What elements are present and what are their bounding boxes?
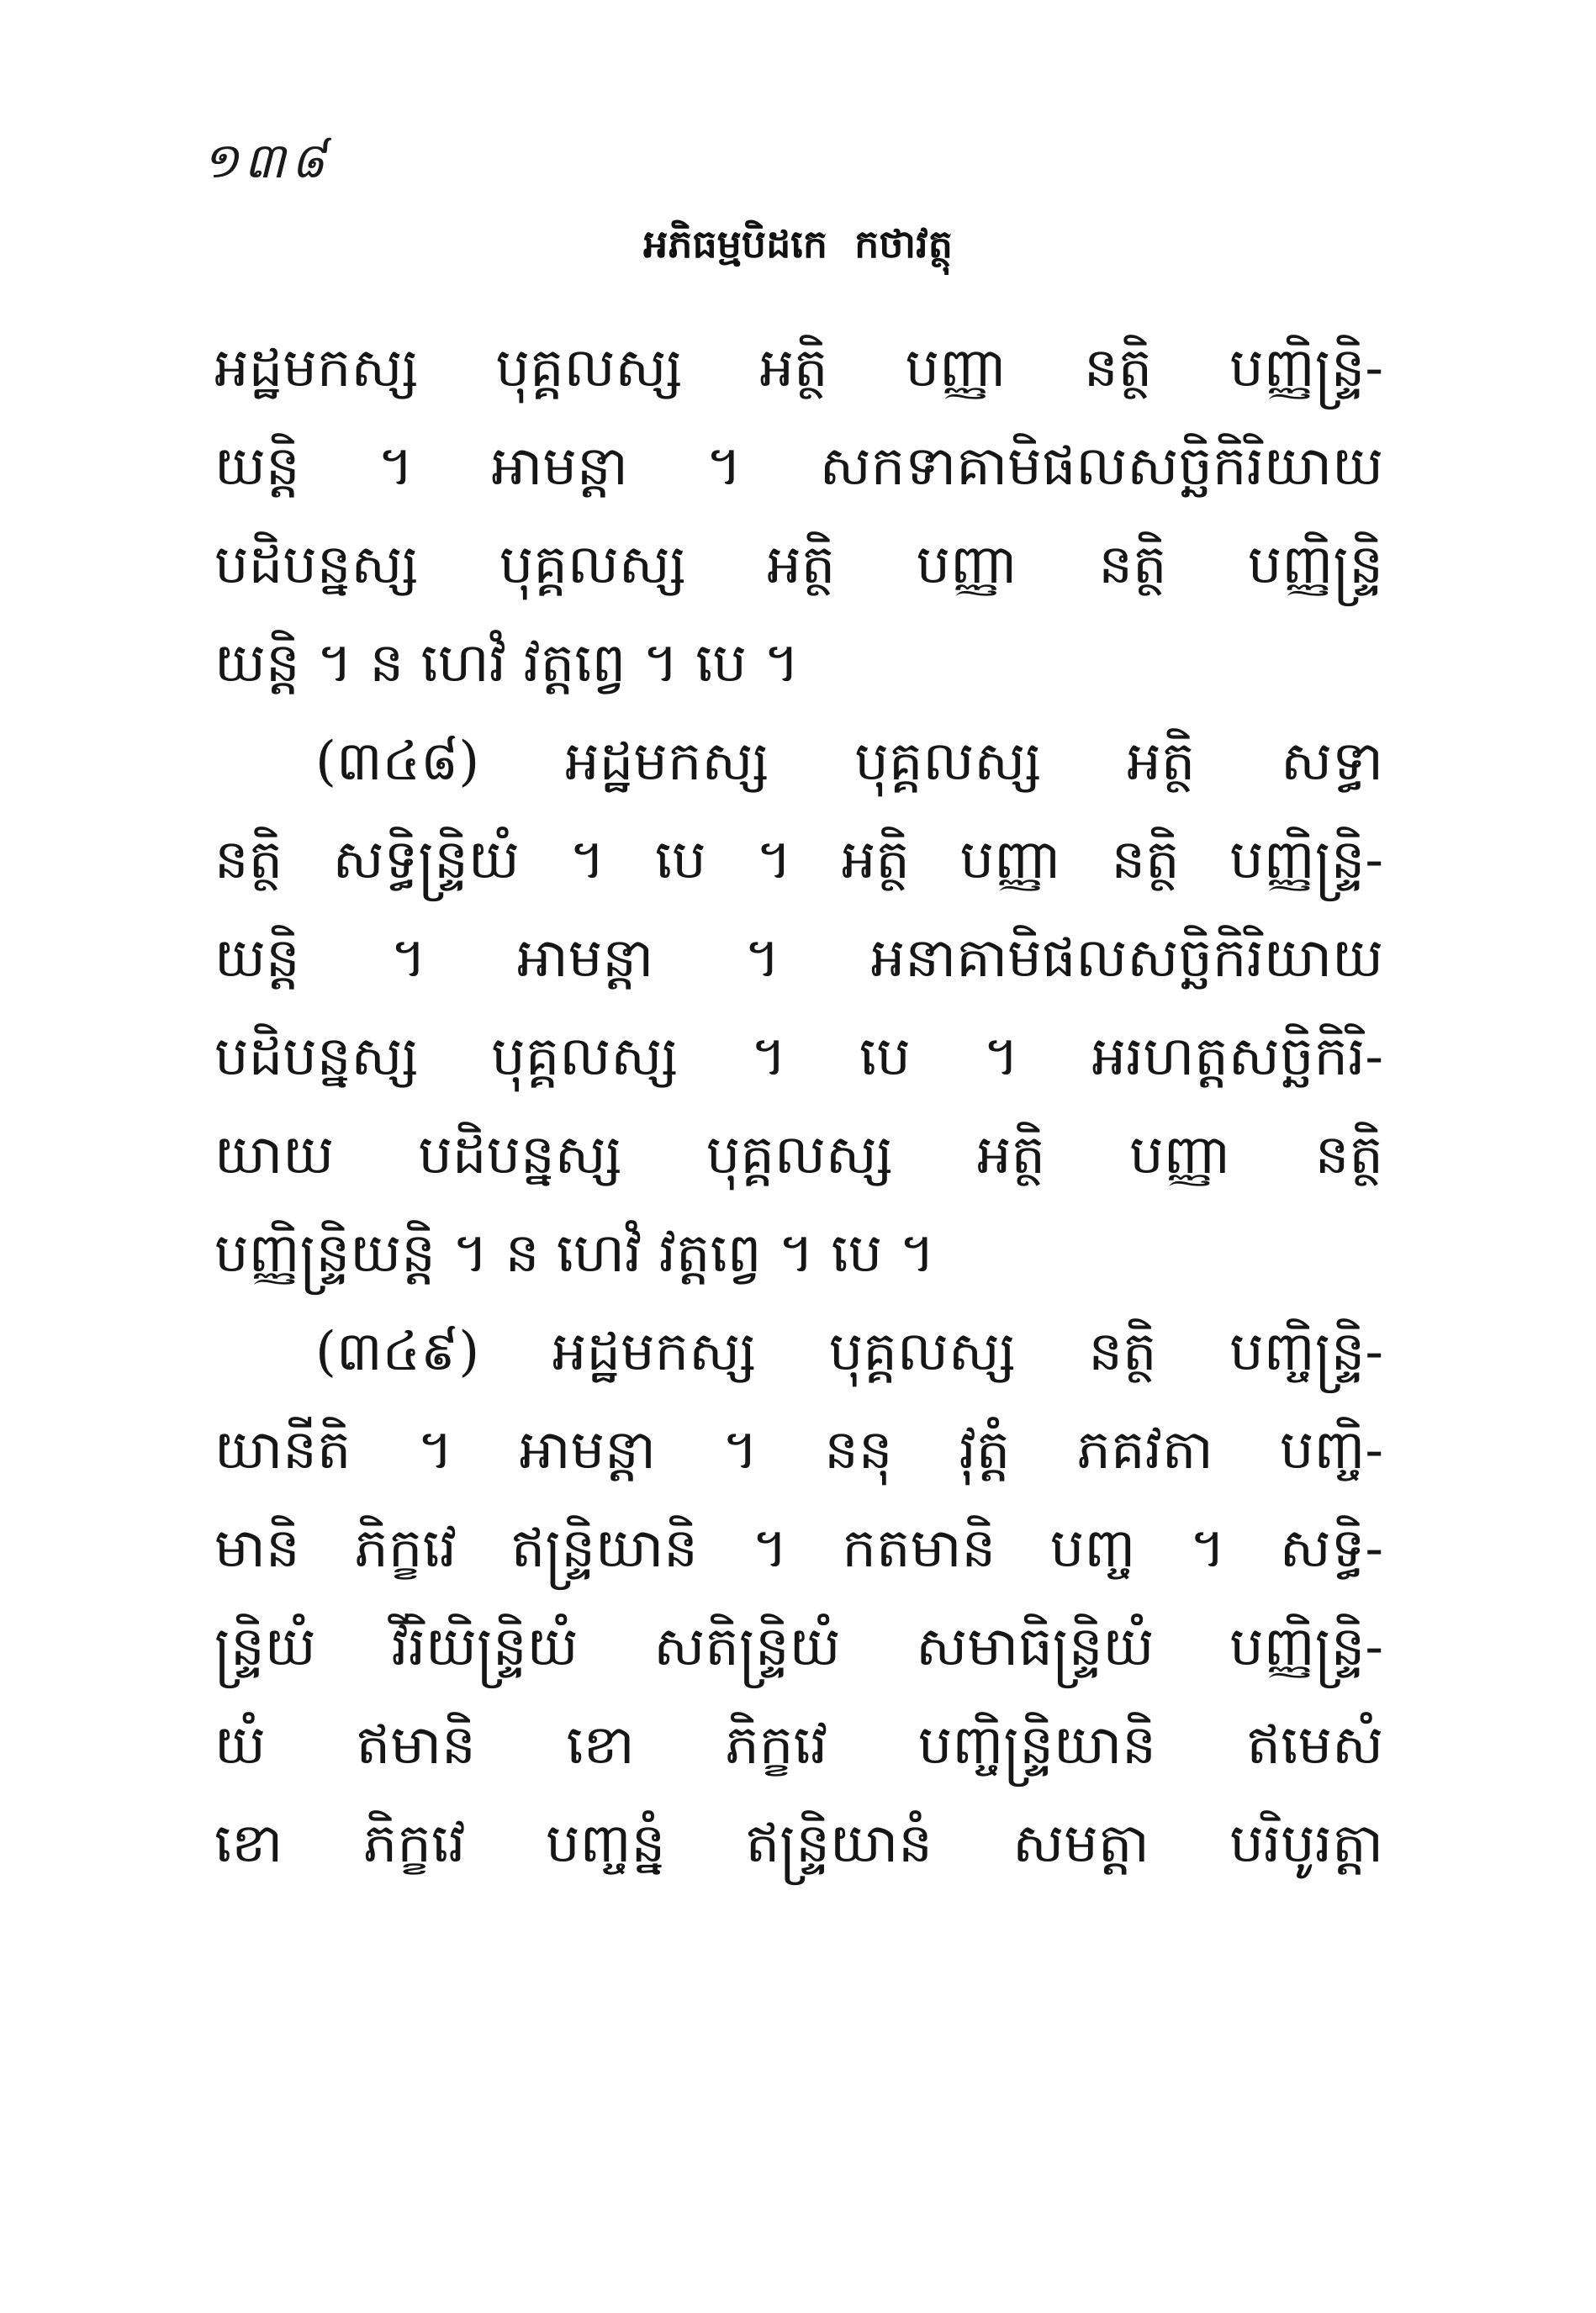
text-line: បញ្ញិន្ទ្រិយន្តិ ។ ន ហេវំ វត្តព្វេ ។ បេ ។ bbox=[214, 1223, 935, 1285]
text-line: អដ្ឋមកស្ស បុគ្គលស្ស អត្ថិ បញ្ញា នត្ថិ បញ្ញិន្ទ្រិ- bbox=[214, 337, 1383, 399]
text-line: បដិបន្នស្ស បុគ្គលស្ស ។ បេ ។ អរហត្តសច្ឆិកិរិ- bbox=[214, 1026, 1383, 1088]
body-text bbox=[214, 319, 1383, 1893]
text-line: យន្តិ ។ អាមន្តា ។ អនាគាមិផលសច្ឆិកិរិយាយ bbox=[214, 927, 1383, 990]
text-line: ខោ ភិក្ខវេ បញ្ចន្នំ ឥន្ទ្រិយានំ សមត្តា បរិបូរត្តា bbox=[214, 1813, 1383, 1875]
text-line: យន្តិ ។ អាមន្តា ។ សកទាគាមិផលសច្ឆិកិរិយាយ bbox=[214, 436, 1383, 498]
text-line: យាយ បដិបន្នស្ស បុគ្គលស្ស អត្ថិ បញ្ញា នត្ថិ bbox=[214, 1124, 1383, 1186]
text-line: យន្តិ ។ ន ហេវំ វត្តព្វេ ។ បេ ។ bbox=[214, 632, 800, 694]
text-line: យានីតិ ។ អាមន្តា ។ ននុ វុត្តំ ភគវតា បញ្ចិ- bbox=[214, 1419, 1383, 1481]
text-line: (៣៤៩) អដ្ឋមកស្ស បុគ្គលស្ស នត្ថិ បញ្ចិន្ទ្រិ- bbox=[315, 1321, 1383, 1383]
text-line: ន្ទ្រិយំ វីរិយិន្ទ្រិយំ សតិន្ទ្រិយំ សមាធិន្ទ្រិយំ បញ្ញិន្ទ្រិ- bbox=[214, 1616, 1383, 1678]
text-line: (៣៤៨) អដ្ឋមកស្ស បុគ្គលស្ស អត្ថិ សទ្ធា bbox=[315, 731, 1383, 793]
running-header: អភិធម្មបិដកេ កថាវត្ថុ bbox=[643, 221, 953, 267]
text-line: មានិ ភិក្ខវេ ឥន្ទ្រិយានិ ។ កតមានិ បញ្ច ។ សទ្ធិ- bbox=[214, 1518, 1383, 1580]
text-line: បដិបន្នស្ស បុគ្គលស្ស អត្ថិ បញ្ញា នត្ថិ បញ្ញិន្ទ្រិ bbox=[214, 534, 1383, 596]
text-line: នត្ថិ សទ្ធិន្ទ្រិយំ ។ បេ ។ អត្ថិ បញ្ញា នត្ថិ បញ្ញិន្ទ្រិ- bbox=[214, 829, 1383, 891]
text-line: យំ ឥមានិ ខោ ភិក្ខវេ បញ្ចិន្ទ្រិយានិ ឥមេសំ bbox=[214, 1714, 1383, 1777]
page-number: ១៣៨ bbox=[202, 132, 330, 189]
